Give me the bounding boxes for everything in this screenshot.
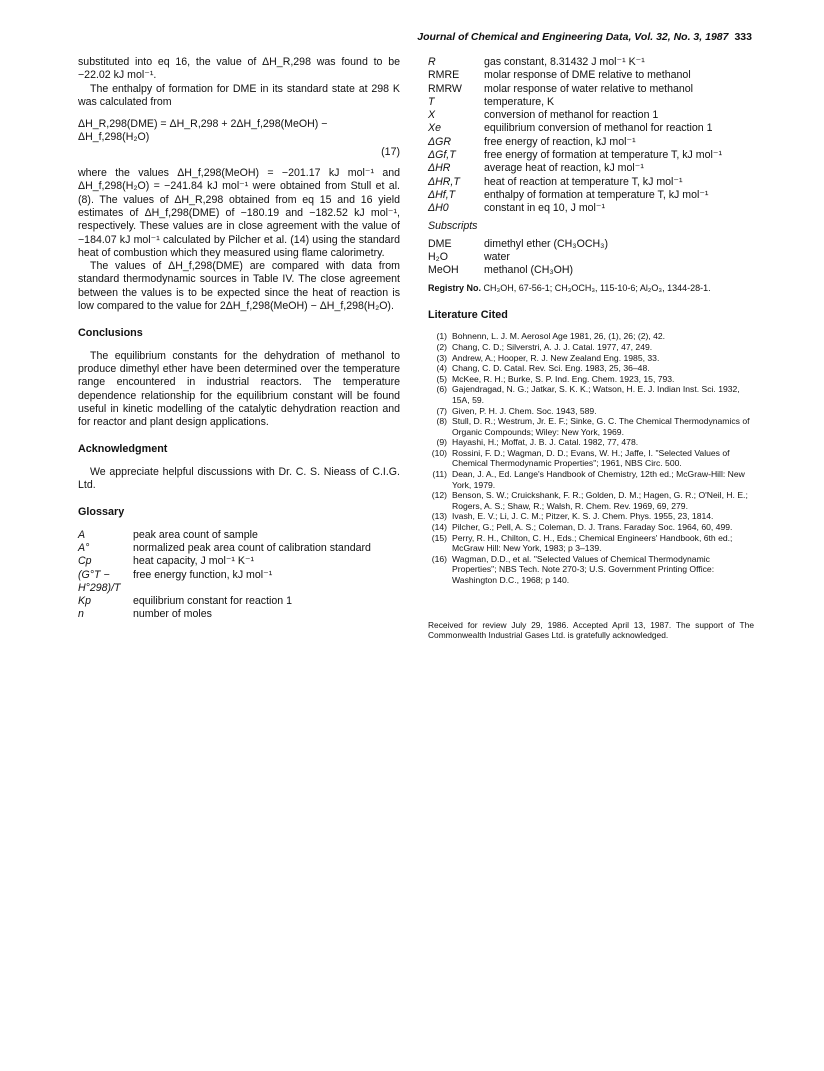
conclusions-text: The equilibrium constants for the dehydration of methanol to produce dimethyl ether have been determined over the temperature range encountered in industrial reactors. The temperature dependence relationship for the equilibrium constant will be found useful in kinetic modelling of the catalytic dehydration reaction and for reactor and plant design applications. [78,349,400,429]
reference-number: (2) [436,341,447,352]
reference-number: (1) [436,331,447,342]
reference-text: Stull, D. R.; Westrum, Jr. E. F.; Sinke, G. C. The Chemical Thermodynamics of Organic Compounds; Wiley: New York, 1969. [452,416,750,437]
glossary-definition: free energy function, kJ mol⁻¹ [133,568,273,581]
glossary-symbol: ΔGf,T [428,149,456,162]
glossary-symbol: X [428,109,436,122]
glossary-list-left [78,529,400,622]
reference-number: (3) [436,352,447,363]
reference-text: Andrew, A.; Hooper, R. J. New Zealand Eng. 1985, 33. [452,352,660,363]
reference-item [428,416,754,437]
subscript-definition: methanol (CH₃OH) [484,264,574,277]
reference-text: Perry, R. H., Chilton, C. H., Eds.; Chemical Engineers' Handbook, 6th ed.; McGraw Hill: New York, 1983; p 3–139. [452,532,733,554]
glossary-symbol: ΔHR,T [428,175,460,188]
reference-text: Pilcher, G.; Pell, A. S.; Coleman, D. J. Trans. Faraday Soc. 1964, 60, 499. [452,522,733,533]
reference-number: (4) [436,363,447,374]
reference-item [428,374,754,385]
reference-text: Chang, C. D.; Silverstri, A. J. J. Catal. 1977, 47, 249. [452,341,653,352]
page-number: 333 [734,31,752,43]
glossary-symbol: ΔHR [428,162,451,175]
reference-item [428,554,754,586]
reference-item [428,331,754,342]
glossary-definition: constant in eq 10, J mol⁻¹ [484,202,606,215]
glossary-definition: heat of reaction at temperature T, kJ mol⁻¹ [484,175,683,188]
reference-item [428,406,754,417]
glossary-symbol: n [78,608,84,621]
left-column [78,56,400,622]
received-note: Received for review July 29, 1986. Accepted April 13, 1987. The support of The Commonwealth Industrial Gases Ltd. is gratefully acknowledged. [428,619,754,641]
acknowledgment-text: We appreciate helpful discussions with Dr. C. S. Nieass of C.I.G. Ltd. [78,465,400,492]
registry-text: CH₃OH, 67-56-1; CH₃OCH₃, 115-10-6; Al₂O₃, 1344-28-1. [483,282,711,293]
reference-number: (16) [431,553,447,564]
reference-item [428,469,754,490]
subscripts-list [428,238,754,278]
reference-text: Benson, S. W.; Cruickshank, F. R.; Golden, D. M.; Hagen, G. R.; O'Neil, H. E.; Rogers, A. S.; Shaw, R.; Walsh, R. Chem. Rev. 1969, 69, 279. [452,490,748,511]
running-header [400,31,752,43]
equation-17-number: (17) [381,145,400,158]
reference-item [428,533,754,554]
reference-text: Chang, C. D. Catal. Rev. Sci. Eng. 1983, 25, 36–48. [452,363,650,374]
reference-text: Hayashi, H.; Moffat, J. B. J. Catal. 1982, 77, 478. [452,437,639,448]
reference-number: (12) [431,490,447,501]
reference-text: Given, P. H. J. Chem. Soc. 1943, 589. [452,405,597,416]
subscript-definition: water [484,251,510,264]
paragraph-2: The enthalpy of formation for DME in its standard state at 298 K was calculated from [78,82,400,108]
subscript-definition: dimethyl ether (CH₃OCH₃) [484,237,609,250]
glossary-definition: temperature, K [484,95,555,108]
literature-cited-heading: Literature Cited [428,309,508,322]
subscript-symbol: MeOH [428,264,459,277]
glossary-definition: conversion of methanol for reaction 1 [484,109,659,122]
glossary-definition: average heat of reaction, kJ mol⁻¹ [484,162,644,175]
glossary-symbol: ΔH0 [428,202,449,215]
reference-item [428,522,754,533]
reference-text: Ivash, E. V.; Li, J. C. M.; Pitzer, K. S. J. Chem. Phys. 1955, 23, 1814. [452,511,714,522]
reference-number: (13) [431,511,447,522]
reference-number: (6) [436,384,447,395]
glossary-symbol: (G°T − H°298)/T [78,568,121,594]
reference-item [428,437,754,448]
paragraph-3: where the values ΔH_f,298(MeOH) = −201.17 kJ mol⁻¹ and ΔH_f,298(H₂O) = −241.84 kJ mol⁻¹ were obtained from Stull et al. (8). The values of ΔH_R,298 obtained from eq 15 and 16 yield estimates of ΔH_f,298(DME) of −180.19 and −182.52 kJ mol⁻¹, respectively. These values are in close agreement with the value of −184.07 kJ mol⁻¹ calculated by Pilcher et al. (14) using the standard heat of combustion which they measured using flame calorimetry. [78,167,400,259]
registry-label: Registry No. [428,282,482,293]
glossary-definition: molar response of DME relative to methanol [484,69,691,82]
glossary-heading: Glossary [78,506,125,519]
glossary-definition: free energy of reaction, kJ mol⁻¹ [484,135,636,148]
reference-item [428,353,754,364]
glossary-symbol: R [428,56,436,68]
reference-item [428,342,754,353]
reference-text: Wagman, D.D., et al. "Selected Values of Chemical Thermodynamic Properties"; NBS Tech. Note 270-3; U.S. Government Printing Office: Washington D.C., 1968; p 140. [452,553,715,585]
glossary-symbol: A [78,528,86,541]
reference-text: McKee, R. H.; Burke, S. P. Ind. Eng. Chem. 1923, 15, 793. [452,373,675,384]
acknowledgment-heading: Acknowledgment [78,443,168,456]
reference-number: (15) [431,532,447,543]
glossary-definition: equilibrium constant for reaction 1 [133,595,292,608]
glossary-symbol: RMRE [428,69,460,82]
glossary-definition: heat capacity, J mol⁻¹ K⁻¹ [133,555,255,568]
glossary-symbol: A° [78,541,90,554]
reference-text: Rossini, F. D.; Wagman, D. D.; Evans, W. H.; Jaffe, I. "Selected Values of Chemical Thermodynamic Properties"; 1961, NBS Circ. 500. [452,447,730,469]
reference-item [428,384,754,405]
glossary-symbol: Kp [78,595,91,608]
reference-number: (14) [431,522,447,533]
reference-number: (7) [436,405,447,416]
glossary-definition: normalized peak area count of calibration standard [133,541,371,554]
subscript-symbol: H₂O [428,251,449,264]
paragraph-4: The values of ΔH_f,298(DME) are compared with data from standard thermodynamic sources in Table IV. The close agreement between the values is to be expected since the heat of reaction is low compared to the value for 2ΔH_f,298(MeOH) − ΔH_f,298(H₂O). [78,260,400,313]
reference-number: (9) [436,437,447,448]
paragraph-1: substituted into eq 16, the value of ΔH_R,298 was found to be −22.02 kJ mol⁻¹. [78,56,400,82]
reference-number: (10) [431,447,447,458]
journal-citation: Journal of Chemical and Engineering Data, Vol. 32, No. 3, 1987 [417,31,729,43]
glossary-symbol: ΔHf,T [428,188,456,201]
reference-text: Dean, J. A., Ed. Lange's Handbook of Chemistry, 12th ed.; McGraw-Hill: New York, 1979. [452,469,745,490]
glossary-list-right [428,56,754,216]
subscripts-heading: Subscripts [428,219,478,232]
registry-numbers [428,282,754,295]
glossary-definition: enthalpy of formation at temperature T, kJ mol⁻¹ [484,188,709,201]
right-column [428,56,754,641]
glossary-symbol: RMRW [428,82,462,95]
reference-item [428,363,754,374]
reference-item [428,448,754,469]
glossary-definition: free energy of formation at temperature T, kJ mol⁻¹ [484,149,722,162]
reference-number: (8) [436,416,447,427]
reference-number: (5) [436,373,447,384]
glossary-definition: equilibrium conversion of methanol for reaction 1 [484,122,713,135]
reference-text: Bohnenn, L. J. M. Aerosol Age 1981, 26, (1), 26; (2), 42. [452,331,666,342]
glossary-symbol: Cp [78,555,92,568]
glossary-definition: peak area count of sample [133,528,258,541]
glossary-definition: number of moles [133,608,212,621]
reference-list [428,331,754,585]
conclusions-heading: Conclusions [78,327,143,340]
glossary-definition: gas constant, 8.31432 J mol⁻¹ K⁻¹ [484,56,645,68]
subscript-symbol: DME [428,237,452,250]
glossary-symbol: ΔGR [428,135,451,148]
glossary-symbol: T [428,95,435,108]
glossary-symbol: Xe [428,122,441,135]
reference-item [428,490,754,511]
reference-text: Gajendragad, N. G.; Jatkar, S. K. K.; Watson, H. E. J. Indian Inst. Sci. 1932, 15A, 59. [452,384,740,405]
reference-item [428,511,754,522]
equation-17: ΔH_R,298(DME) = ΔH_R,298 + 2ΔH_f,298(MeOH) − ΔH_f,298(H₂O) [78,118,328,144]
glossary-definition: molar response of water relative to methanol [484,82,694,95]
reference-number: (11) [432,469,447,480]
